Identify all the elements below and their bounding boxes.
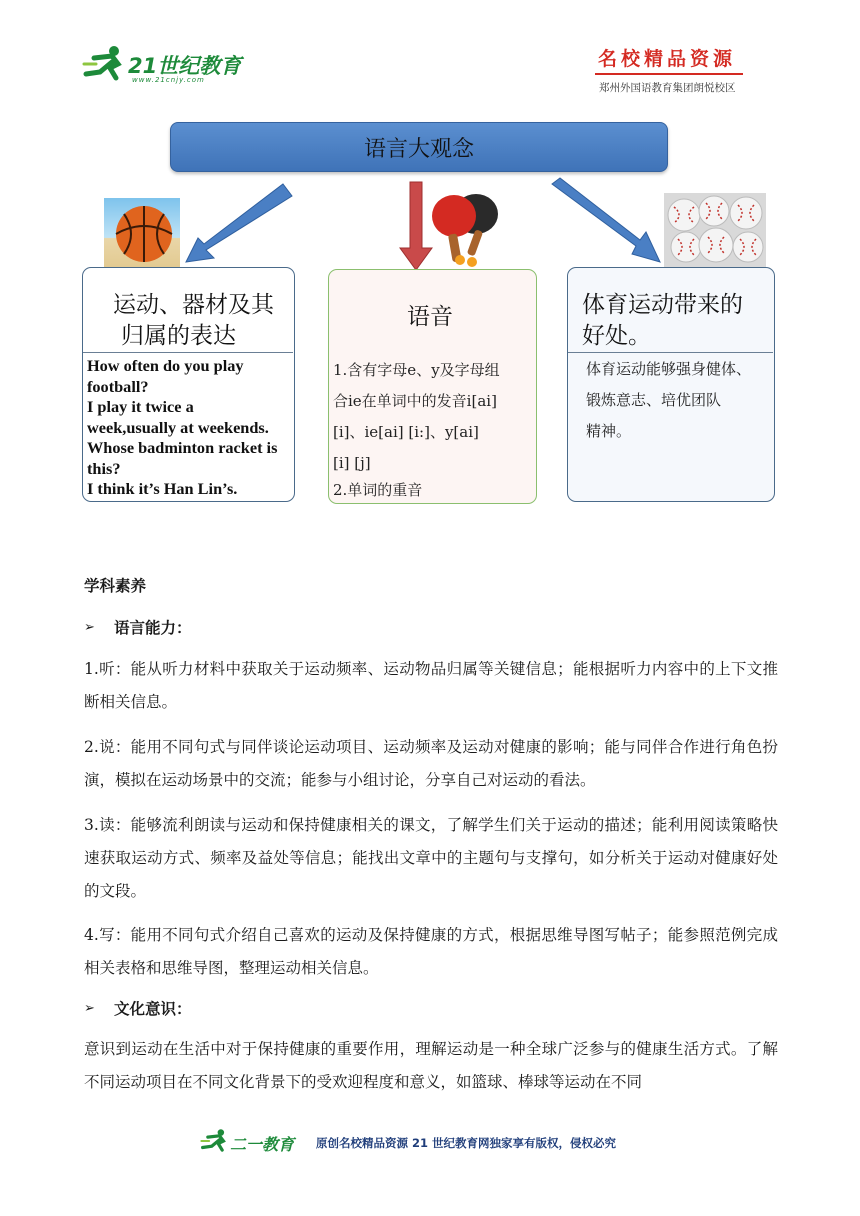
card-benefits	[567, 267, 775, 502]
paragraph-reading: 3.读：能够流利朗读与运动和保持健康相关的课文，了解学生们关于运动的描述；能利用阅读策略快速获取运动方式、频率及益处等信息；能找出文章中的主题句与支撑句，如分析关于运动对健康好处的文段。	[84, 816, 778, 900]
footer	[0, 1120, 860, 1160]
bullet-language-ability-label: 语言能力：	[114, 619, 192, 637]
card-vocabulary-title-line1: 运动、器材及其	[113, 292, 274, 318]
paragraph-listening: 1.听：能从听力材料中获取关于运动频率、运动物品归属等关键信息；能根据听力内容中的上下文推断相关信息。	[84, 660, 778, 711]
arrow-left-icon	[186, 184, 292, 262]
card-benefits-title-line2: 好处。	[582, 323, 651, 349]
phonics-line: [i]、ie[ai] [i:]、y[ai]	[333, 423, 479, 441]
ping-pong-icon	[428, 190, 504, 270]
vocab-line: How often do you play	[87, 356, 244, 375]
bullet-cultural-awareness	[84, 997, 192, 1019]
card-phonics	[328, 269, 537, 504]
basketball-icon	[104, 198, 180, 270]
benefit-line: 体育运动能够强身健体、	[586, 360, 752, 378]
baseball-icon	[664, 193, 766, 267]
benefit-line: 锻炼意志、培优团队	[586, 391, 722, 409]
card-benefits-title	[582, 290, 772, 352]
card-vocabulary-title	[113, 290, 293, 352]
arrow-bullet-icon: ➢	[84, 1000, 95, 1016]
paragraph-speaking: 2.说：能用不同句式与同伴谈论运动项目、运动频率及运动对健康的影响；能与同伴合作进行角色扮演，模拟在运动场景中的交流；能参与小组讨论，分享自己对运动的看法。	[84, 738, 778, 789]
card-benefits-body	[586, 354, 774, 447]
bullet-cultural-awareness-label: 文化意识：	[114, 1000, 192, 1018]
vocab-line: football?	[87, 376, 149, 396]
card-vocabulary-divider	[83, 352, 293, 353]
card-vocabulary	[82, 267, 295, 502]
diagram-top-title-text: 语言大观念	[363, 136, 474, 162]
vocab-line: this?	[87, 458, 121, 478]
site-logo-url: www.21cnjy.com	[132, 76, 205, 84]
card-phonics-body	[333, 355, 537, 501]
card-phonics-title: 语音	[407, 304, 453, 330]
footer-runner-logo-icon	[200, 1128, 230, 1154]
site-logo-text: 21世纪教育	[128, 54, 242, 78]
phonics-line: 2.单词的重音	[333, 481, 423, 499]
card-benefits-title-line1: 体育运动带来的	[582, 292, 743, 318]
arrow-bullet-icon: ➢	[84, 619, 95, 635]
footer-logo-text: 二一教育	[230, 1135, 295, 1154]
footer-copyright: 原创名校精品资源 21 世纪教育网独家享有版权，侵权必究	[316, 1136, 617, 1150]
bullet-language-ability	[84, 616, 192, 638]
brand-subtitle: 郑州外国语教育集团朗悦校区	[599, 82, 736, 94]
vocab-line: Whose badminton racket is	[87, 438, 278, 457]
card-vocabulary-title-line2: 归属的表达	[121, 323, 236, 349]
phonics-line: 1.含有字母e、y及字母组	[333, 361, 500, 379]
brand-title: 名校精品资源	[598, 48, 737, 70]
benefit-line: 精神。	[586, 422, 632, 440]
vocab-line: I think it’s Han Lin’s.	[87, 479, 238, 498]
card-vocabulary-body	[87, 356, 295, 500]
card-benefits-divider	[568, 352, 773, 353]
vocab-line: I play it twice a	[87, 397, 194, 416]
paragraph-writing: 4.写：能用不同句式介绍自己喜欢的运动及保持健康的方式，根据思维导图写帖子；能参照范例完成相关表格和思维导图，整理运动相关信息。	[84, 926, 778, 977]
arrow-right-icon	[552, 178, 660, 262]
paragraph-culture: 意识到运动在生活中对于保持健康的重要作用，理解运动是一种全球广泛参与的健康生活方式。了解不同运动项目在不同文化背景下的受欢迎程度和意义，如篮球、棒球等运动在不同	[84, 1040, 778, 1091]
phonics-line: 合ie在单词中的发音i[ai]	[333, 392, 497, 410]
section-title: 学科素养	[84, 577, 147, 595]
phonics-line: [i] [j]	[333, 454, 371, 472]
vocab-line: week,usually at weekends.	[87, 417, 269, 437]
